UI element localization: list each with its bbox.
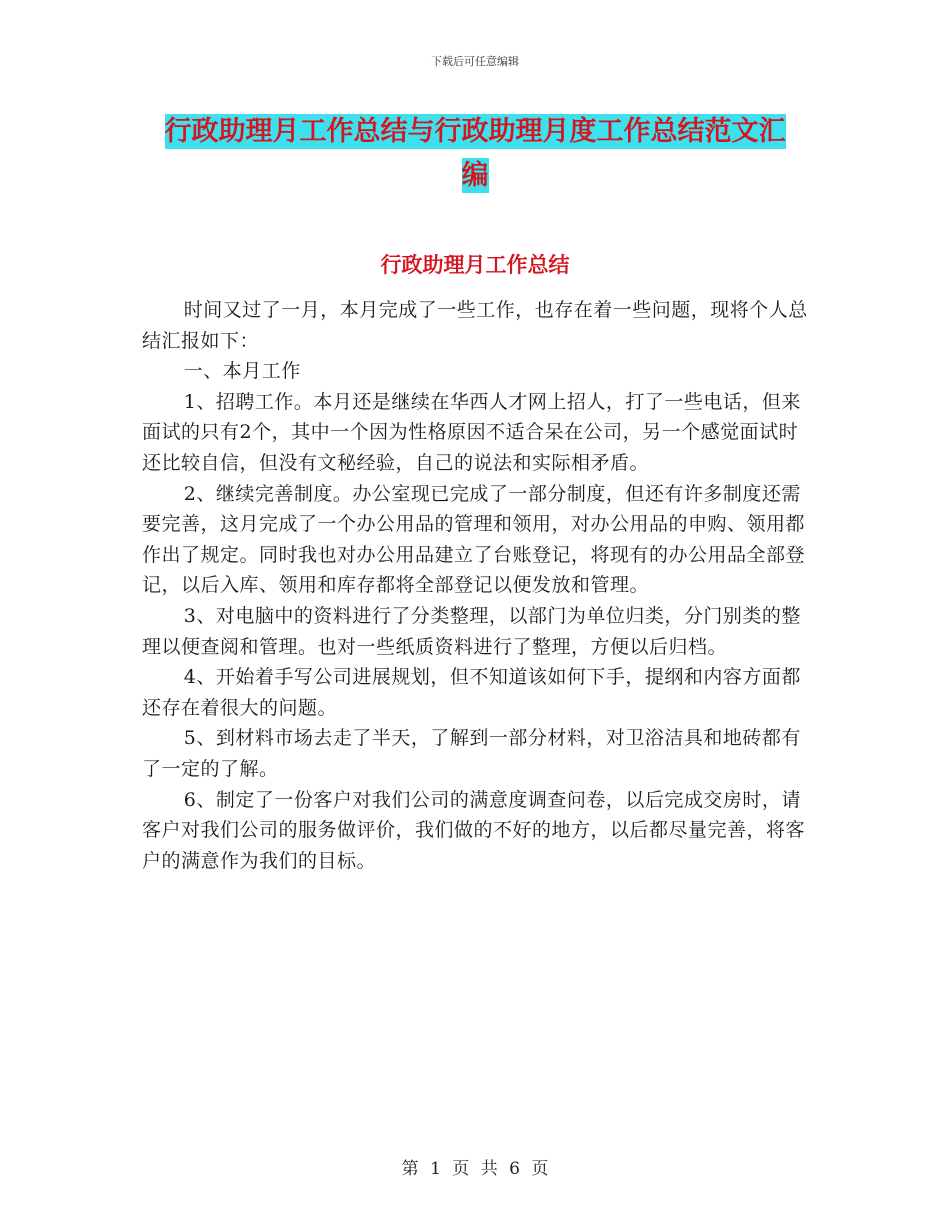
paragraph-item-3: 3、对电脑中的资料进行了分类整理，以部门为单位归类，分门别类的整理以便查阅和管理。也对一些纸质资料进行了整理，方便以后归档。: [142, 604, 801, 658]
header-note: 下载后可任意编辑: [431, 55, 519, 68]
paragraph-item-4: 4、开始着手写公司进展规划，但不知道该如何下手，提纲和内容方面都还存在着很大的问题。: [142, 666, 801, 719]
page-footer: 第 1 页 共 6 页: [401, 1159, 549, 1179]
title-line-2: 编: [461, 160, 489, 191]
paragraph-item-2: 2、继续完善制度。办公室现已完成了一部分制度，但还有许多制度还需要完善，这月完成了一个办公用品的管理和领用，对办公用品的申购、领用都作出了规定。同时我也对办公用品建立了台账登记，将现有的办公用品全部登记，以后入库、领用和库存都将全部登记以便发放和管理。: [142, 482, 806, 597]
title-line-1: 行政助理月工作总结与行政助理月度工作总结范文汇: [164, 116, 786, 147]
body-content: [142, 295, 810, 876]
section-subtitle: 行政助理月工作总结: [380, 253, 570, 277]
paragraph-intro: 时间又过了一月，本月完成了一些工作，也存在着一些问题，现将个人总结汇报如下：: [142, 299, 808, 352]
document-title: [0, 110, 950, 198]
section-heading: 一、本月工作: [183, 360, 301, 383]
paragraph-item-1: 1、招聘工作。本月还是继续在华西人才网上招人，打了一些电话，但来面试的只有2个，其中一个因为性格原因不适合呆在公司，另一个感觉面试时还比较自信，但没有文秘经验，自己的说法和实际相矛盾。: [142, 390, 801, 474]
paragraph-item-5: 5、到材料市场去走了半天，了解到一部分材料，对卫浴洁具和地砖都有了一定的了解。: [142, 727, 801, 780]
paragraph-item-6: 6、制定了一份客户对我们公司的满意度调查问卷，以后完成交房时，请客户对我们公司的服务做评价，我们做的不好的地方，以后都尽量完善，将客户的满意作为我们的目标。: [142, 788, 806, 872]
